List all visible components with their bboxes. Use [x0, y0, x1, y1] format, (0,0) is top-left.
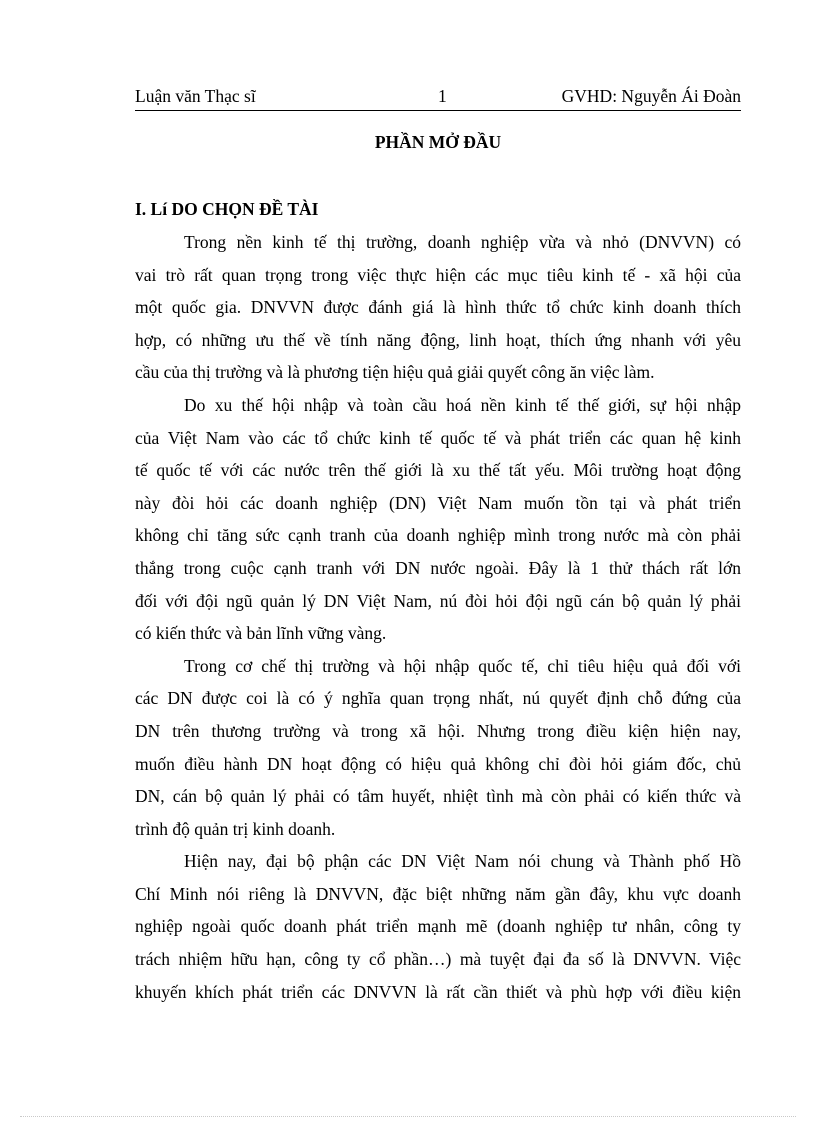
- text-line: khuyến khích phát triển các DNVVN là rất cần thiết và phù hợp với điều kiện: [135, 981, 741, 1002]
- text-line: tế quốc tế với các nước trên thế giới là xu thế tất yếu. Môi trường hoạt động: [135, 460, 741, 481]
- text-line: Chí Minh nói riêng là DNVVN, đặc biệt những năm gần đây, khu vực doanh: [135, 883, 741, 904]
- text-line: cầu của thị trường và là phương tiện hiệu quả giải quyết công ăn việc làm.: [135, 362, 655, 383]
- page-header: [135, 86, 741, 111]
- text-line: đối với đội ngũ quản lý DN Việt Nam, nú đòi hỏi đội ngũ cán bộ quản lý phải: [135, 590, 741, 611]
- body-text: [135, 226, 741, 1008]
- text-line: Do xu thế hội nhập và toàn cầu hoá nền kinh tế thế giới, sự hội nhập: [184, 394, 741, 415]
- text-line: các DN được coi là có ý nghĩa quan trọng nhất, nú quyết định chỗ đứng của: [135, 688, 741, 709]
- header-thesis-label: Luận văn Thạc sĩ: [135, 86, 256, 106]
- text-line: trách nhiệm hữu hạn, công ty cổ phần…) mà tuyệt đại đa số là DNVVN. Việc: [135, 949, 741, 970]
- text-line: một quốc gia. DNVVN được đánh giá là hình thức tổ chức kinh doanh thích: [135, 297, 741, 318]
- text-line: thắng trong cuộc cạnh tranh với DN nước ngoài. Đây là 1 thử thách rất lớn: [135, 557, 741, 578]
- text-line: Trong cơ chế thị trường và hội nhập quốc tế, chỉ tiêu hiệu quả đối với: [184, 655, 741, 676]
- text-line: hợp, có những ưu thế về tính năng động, linh hoạt, thích ứng nhanh với yêu: [135, 329, 741, 350]
- chapter-title: PHẦN MỞ ĐẦU: [374, 132, 502, 152]
- text-line: Hiện nay, đại bộ phận các DN Việt Nam nói chung và Thành phố Hồ: [184, 851, 741, 872]
- text-line: DN, cán bộ quản lý phải có tâm huyết, nhiệt tình mà còn phải có kiến thức và: [135, 786, 741, 807]
- text-line: muốn điều hành DN hoạt động có hiệu quả không chỉ đòi hỏi giám đốc, chủ: [135, 753, 741, 774]
- text-line: có kiến thức và bản lĩnh vững vàng.: [135, 623, 387, 644]
- text-line: trình độ quản trị kinh doanh.: [135, 818, 336, 839]
- page-number: 1: [438, 86, 447, 106]
- text-line: vai trò rất quan trọng trong việc thực hiện các mục tiêu kinh tế - xã hội của: [135, 264, 741, 285]
- text-line: không chỉ tăng sức cạnh tranh của doanh nghiệp mình trong nước mà còn phải: [135, 525, 741, 546]
- text-line: nghiệp ngoài quốc doanh phát triển mạnh mẽ (doanh nghiệp tư nhân, công ty: [135, 916, 741, 937]
- section-heading: I. Lí DO CHỌN ĐỀ TÀI: [135, 199, 319, 219]
- text-line: này đòi hỏi các doanh nghiệp (DN) Việt Nam muốn tồn tại và phát triển: [135, 492, 741, 513]
- header-advisor: GVHD: Nguyễn Ái Đoàn: [561, 86, 741, 106]
- text-line: của Việt Nam vào các tổ chức kinh tế quốc tế và phát triển các quan hệ kinh: [135, 427, 741, 448]
- page-bottom-divider: [20, 1116, 796, 1117]
- text-line: Trong nền kinh tế thị trường, doanh nghiệp vừa và nhỏ (DNVVN) có: [184, 232, 741, 252]
- text-line: DN trên thương trường và trong xã hội. Nhưng trong điều kiện hiện nay,: [135, 720, 741, 741]
